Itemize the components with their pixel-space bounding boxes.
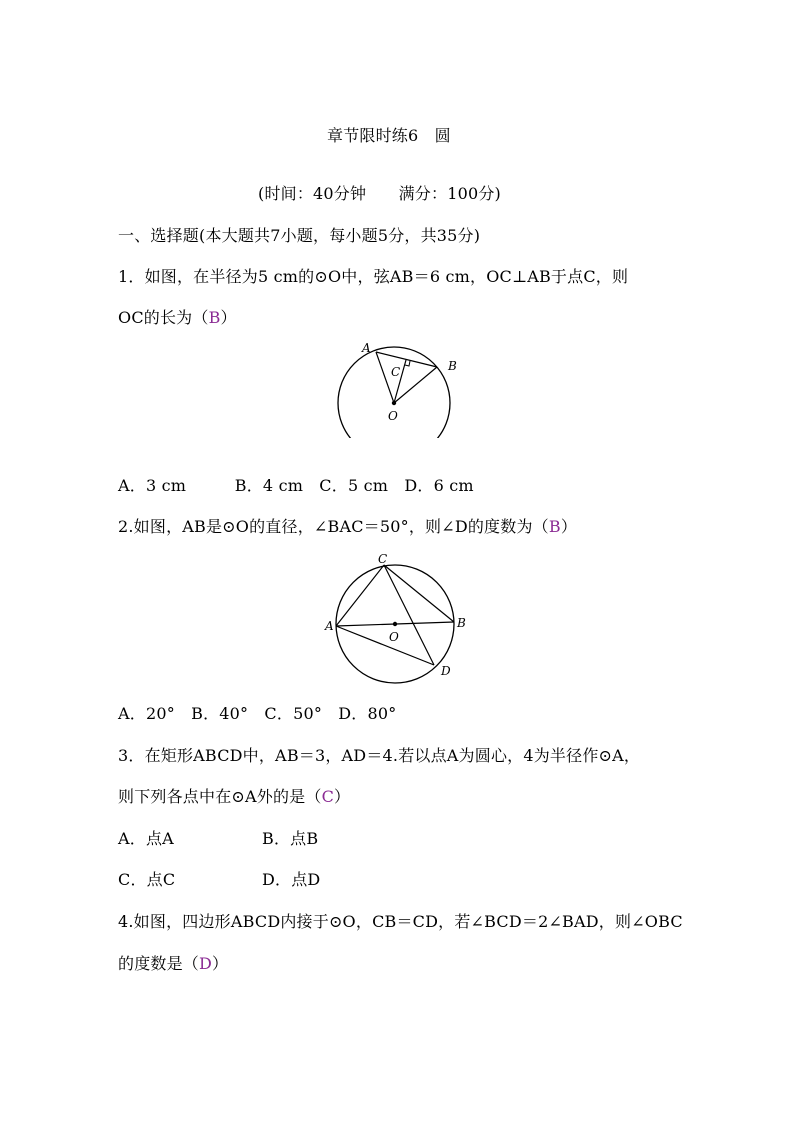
q1-label-o: O [388,409,398,423]
section-heading: 一、选择题(本大题共7小题，每小题5分，共35分) [118,226,481,245]
q1-label-a: A [362,341,371,355]
q2-segment-cd [384,565,434,665]
q3-option-c: C．点C [118,870,176,889]
q1-segment-ob [394,367,437,403]
q2-label-c: C [378,552,388,566]
q1-stem-text: OC的长为（ [118,308,209,327]
q2-circle-figure [322,548,472,688]
q3-option-a: A．点A [118,829,174,848]
q2-stem [118,517,577,537]
q2-label-b: B [457,616,466,630]
q3-stem-line1: 3．在矩形ABCD中，AB＝3，AD＝4.若以点A为圆心，4为半径作⊙A， [118,746,641,765]
q2-segment-ad [336,626,434,665]
q2-label-a: A [325,619,334,633]
q3-close-paren: ） [334,787,351,806]
q2-options: A．20° B．40° C．50° D．80° [118,704,397,723]
q2-center-dot [393,622,397,626]
q1-options: A．3 cm B．4 cm C．5 cm D．6 cm [118,476,474,495]
q3-stem-line2 [118,787,350,807]
q4-stem-line2 [118,954,228,974]
q2-answer: B [548,517,561,536]
q1-close-paren: ） [220,308,237,327]
q1-center-dot [392,401,396,405]
q2-stem-text: 2.如图，AB是⊙O的直径，∠BAC＝50°，则∠D的度数为（ [118,517,549,536]
q3-stem-text: 则下列各点中在⊙A外的是（ [118,787,322,806]
q3-option-b: B．点B [262,829,319,848]
q4-close-paren: ） [212,954,229,973]
q4-stem-text: 的度数是（ [118,954,200,973]
q1-answer: B [208,308,221,327]
q1-circle [338,347,450,438]
q3-answer: C [321,787,335,806]
q1-stem-line1: 1．如图，在半径为5 cm的⊙O中，弦AB＝6 cm，OC⊥AB于点C，则 [118,267,629,286]
q4-answer: D [199,954,213,973]
q1-label-c: C [391,365,401,379]
q1-stem-line2 [118,308,237,328]
page-title: 章节限时练6 圆 [327,126,451,145]
q1-chord-ab [376,352,437,367]
q2-label-d: D [441,664,451,678]
q2-segment-cb [384,565,454,622]
q1-label-b: B [448,359,457,373]
q4-stem-line1: 4.如图，四边形ABCD内接于⊙O，CB＝CD，若∠BCD＝2∠BAD，则∠OBC [118,912,683,931]
q3-option-d: D．点D [262,870,321,889]
q2-close-paren: ） [560,517,578,536]
q1-circle-figure [330,338,465,438]
exam-meta: (时间：40分钟 满分：100分) [258,184,501,203]
q2-label-o: O [389,630,399,644]
